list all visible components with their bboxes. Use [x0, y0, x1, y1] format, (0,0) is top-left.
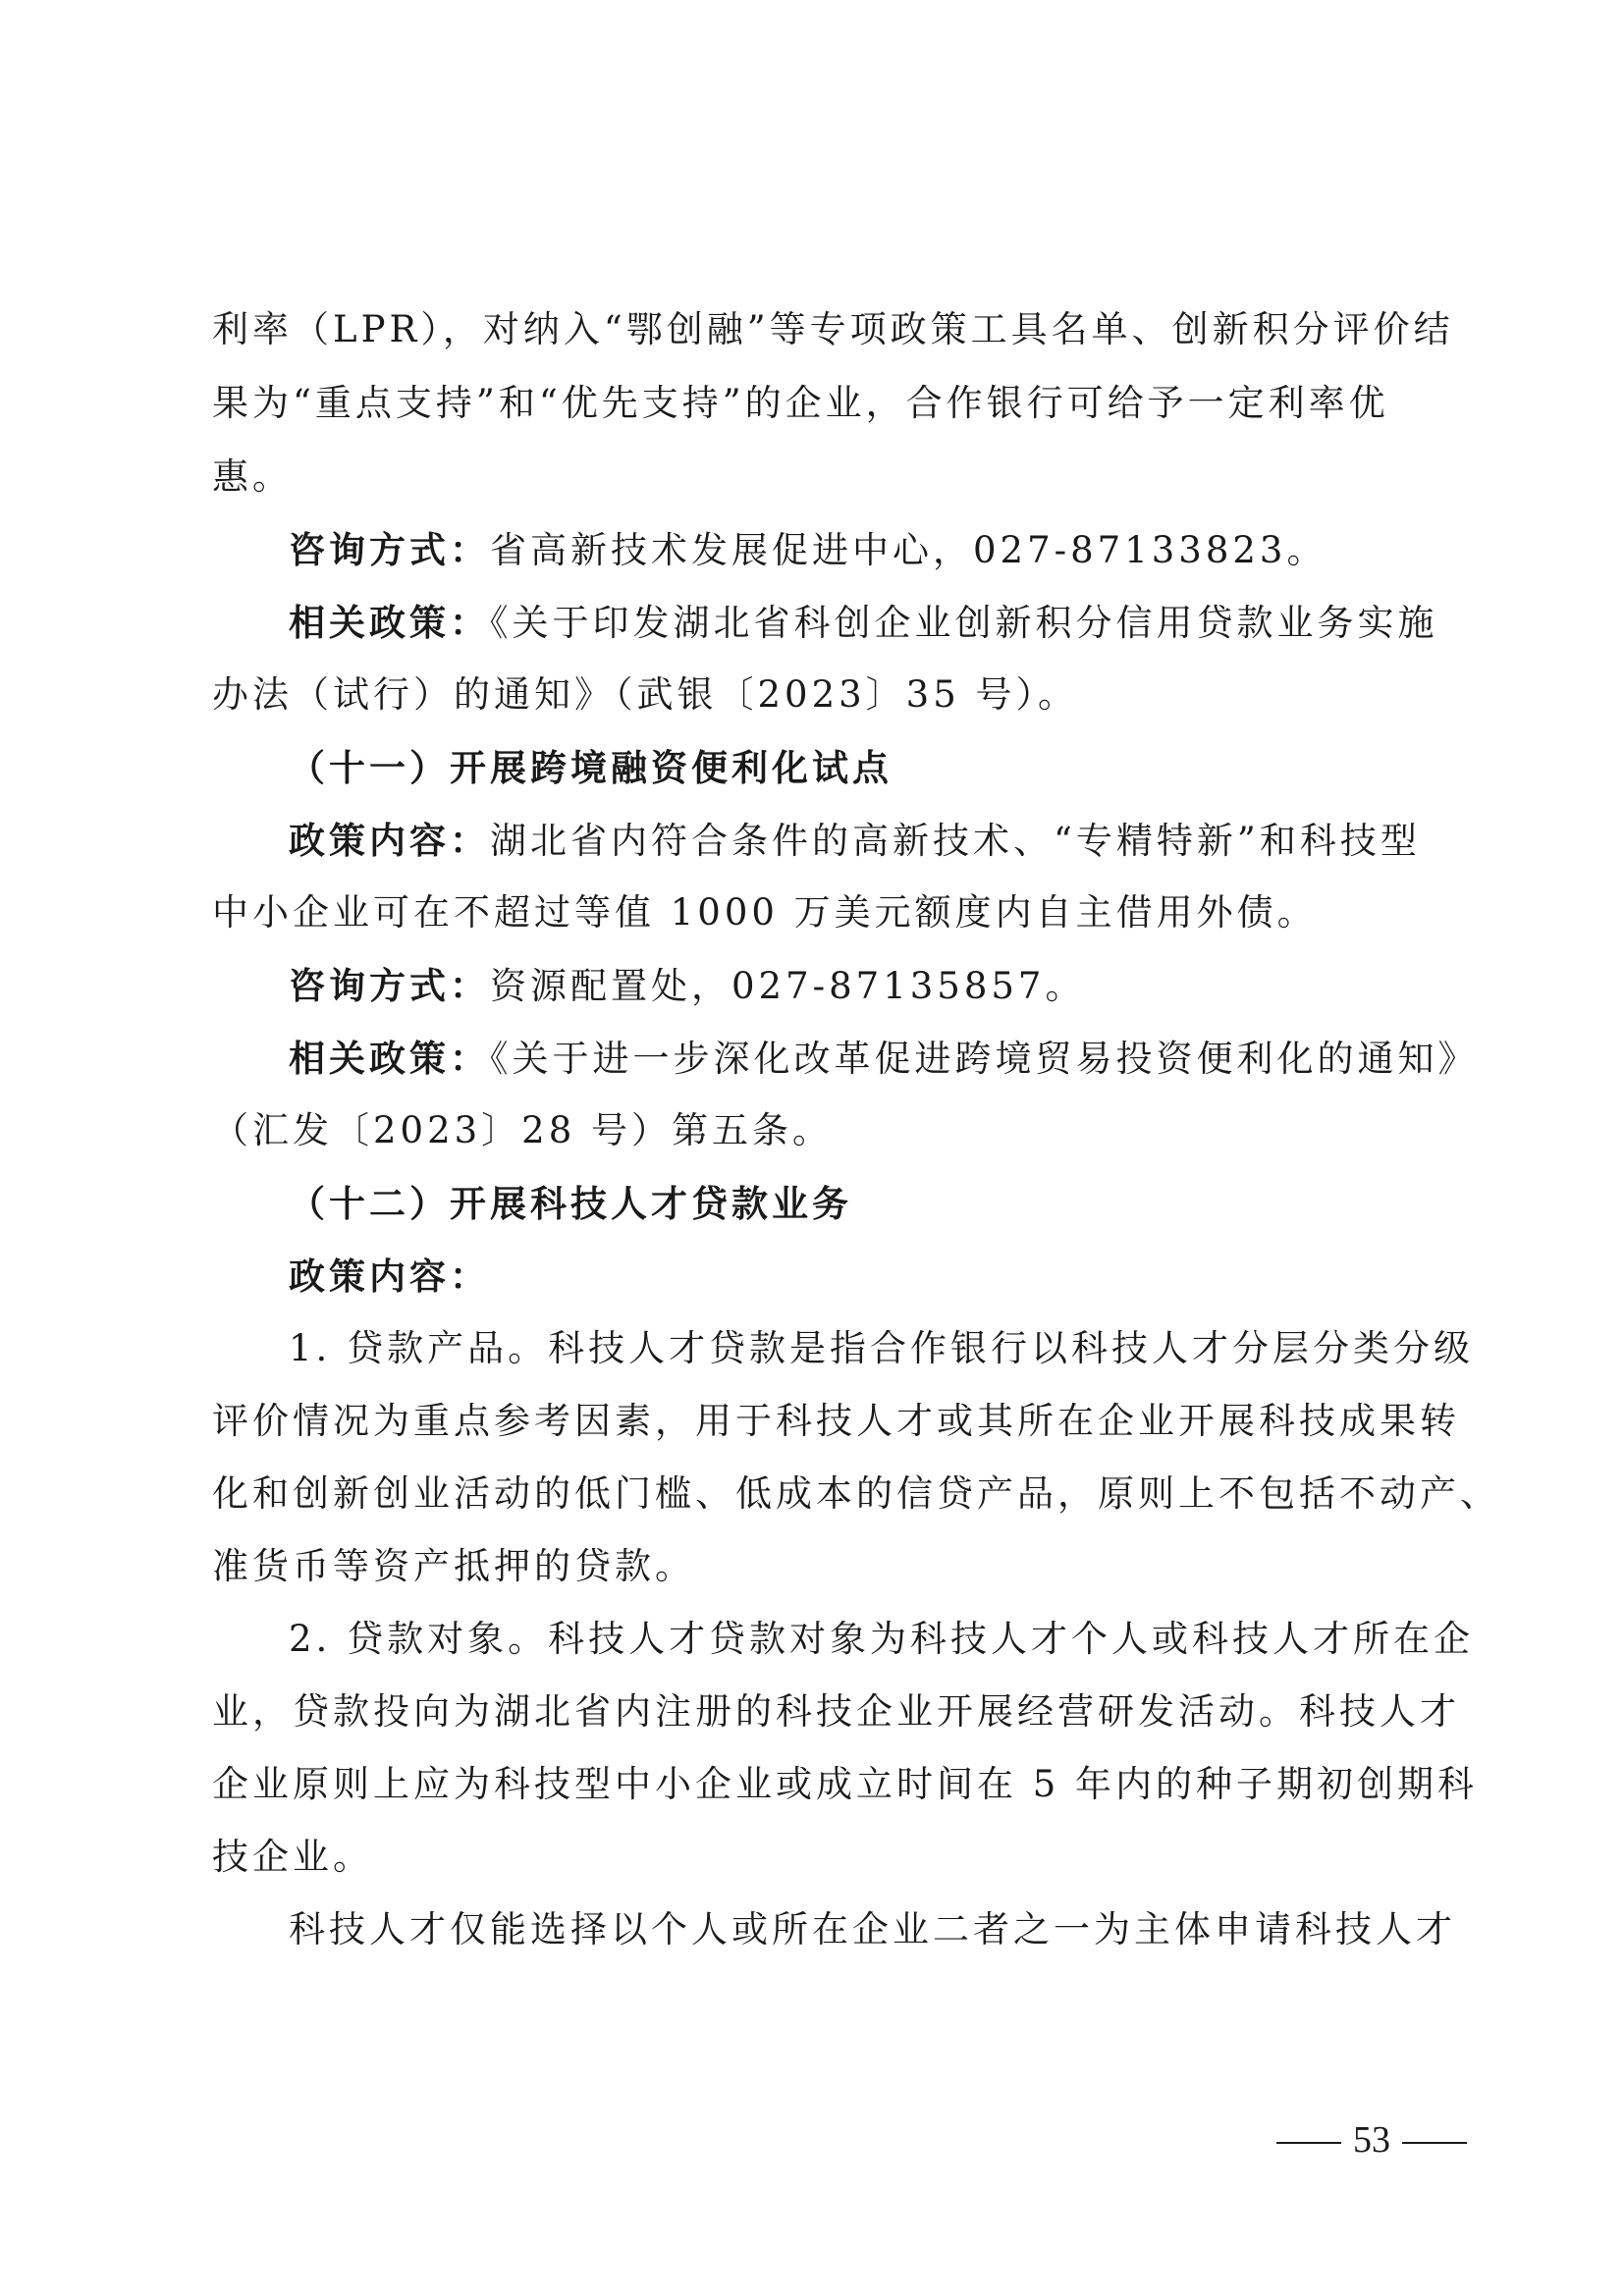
text-span: 果为“重点支持”和“优先支持”的企业，合作银行可给予一定利率优 [212, 382, 1389, 424]
text-span: 评价情况为重点参考因素，用于科技人才或其所在企业开展科技成果转 [212, 1400, 1460, 1442]
policy-label: 相关政策： [289, 601, 490, 644]
consult-text: 资源配置处，027-87135857。 [490, 965, 1086, 1007]
section-heading-11 [289, 738, 893, 797]
paragraph-line [212, 1537, 695, 1596]
content-label: 政策内容： [289, 819, 490, 862]
footer-dash-left [1276, 2142, 1341, 2144]
paragraph-line [212, 448, 293, 507]
heading-text: （十二）开展科技人才贷款业务 [289, 1182, 852, 1225]
consult-label: 咨询方式： [289, 964, 490, 1007]
consult-text: 省高新技术发展促进中心，027-87133823。 [490, 529, 1327, 571]
text-span: 中小企业可在不超过等值 1000 万美元额度内自主借用外债。 [212, 891, 1318, 934]
consult-line [289, 956, 1085, 1015]
text-span: 利率（LPR），对纳入“鄂创融”等专项政策工具名单、创新积分评价结 [212, 308, 1454, 350]
paragraph-line [212, 300, 1454, 359]
text-span: 企业原则上应为科技型中小企业或成立时间在 5 年内的种子期初创期科 [212, 1763, 1479, 1805]
text-span: （汇发〔2023〕28 号）第五条。 [212, 1109, 834, 1151]
paragraph-line [289, 1319, 1474, 1378]
paragraph-line [289, 1610, 1474, 1669]
text-span: 科技人才仅能选择以个人或所在企业二者之一为主体申请科技人才 [289, 1908, 1456, 1950]
policy-text: 《关于进一步深化改革促进跨境贸易投资便利化的通知》 [490, 1038, 1479, 1080]
policy-label: 相关政策： [289, 1037, 490, 1080]
page-footer [1265, 2110, 1479, 2169]
text-span: 化和创新创业活动的低门槛、低成本的信贷产品，原则上不包括不动产、 [212, 1472, 1500, 1515]
paragraph-line [212, 1101, 833, 1160]
footer-dash-right [1402, 2142, 1467, 2144]
text-span: 技企业。 [212, 1836, 373, 1878]
content-label-line [289, 1247, 490, 1306]
content-line [289, 811, 1421, 870]
paragraph-line [212, 1755, 1478, 1814]
text-span: 准货币等资产抵押的贷款。 [212, 1545, 695, 1587]
paragraph-line [212, 1682, 1460, 1741]
paragraph-line [212, 374, 1389, 433]
heading-text: （十一）开展跨境融资便利化试点 [289, 746, 893, 789]
text-span: 业，贷款投向为湖北省内注册的科技企业开展经营研发活动。科技人才 [212, 1690, 1460, 1733]
paragraph-line [212, 666, 1078, 724]
paragraph-line [212, 1828, 373, 1887]
paragraph-line [212, 883, 1318, 942]
consult-label: 咨询方式： [289, 528, 490, 571]
page-number: 53 [1353, 2119, 1390, 2161]
policy-line [289, 1029, 1479, 1088]
paragraph-line [212, 1465, 1500, 1523]
policy-line [289, 593, 1438, 652]
policy-text: 《关于印发湖北省科创企业创新积分信用贷款业务实施 [490, 602, 1438, 644]
content-label: 政策内容： [289, 1255, 490, 1298]
text-span: 办法（试行）的通知》（武银〔2023〕35 号）。 [212, 673, 1079, 716]
paragraph-line [212, 1392, 1460, 1451]
text-span: 2. 贷款对象。科技人才贷款对象为科技人才个人或科技人才所在企 [289, 1618, 1475, 1660]
paragraph-line [289, 1900, 1456, 1959]
text-span: 1. 贷款产品。科技人才贷款是指合作银行以科技人才分层分类分级 [289, 1327, 1475, 1369]
consult-line [289, 520, 1326, 579]
content-text: 湖北省内符合条件的高新技术、“专精特新”和科技型 [490, 820, 1421, 862]
section-heading-12 [289, 1174, 852, 1233]
text-span: 惠。 [212, 455, 293, 498]
